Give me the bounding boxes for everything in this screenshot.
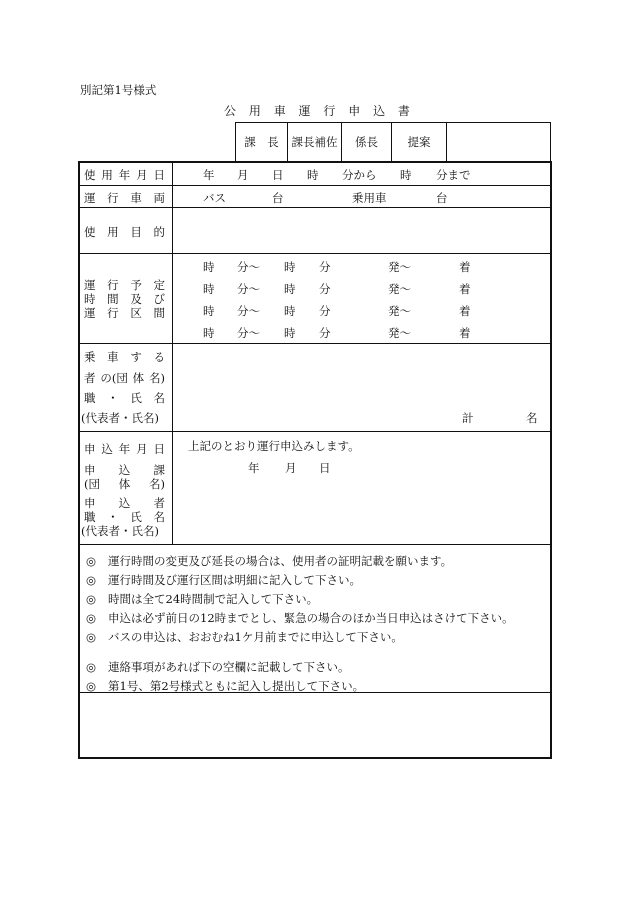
remarks-field[interactable] [80,694,550,756]
label-schedule-1: 運 行 予 定 [84,278,165,292]
note-bullet-icon: ◎ [86,592,97,606]
schedule-minute-end: 分 [319,326,331,340]
label-passengers-3: 職 ・ 氏 名 [84,391,165,405]
approval-section-chief: 課 長 [244,135,279,149]
label-vehicle: 運 行 車 両 [84,191,165,205]
schedule-hour-end: 時 [284,260,296,274]
note-bullet-icon: ◎ [86,554,97,568]
label-purpose: 使 用 目 的 [84,225,165,239]
note-3: ◎ 時間は全て24時間制で記入して下さい。 [86,592,319,606]
date-month[interactable]: 月 [237,168,249,182]
applicant-month[interactable]: 月 [285,461,297,475]
note-bullet-icon: ◎ [86,630,97,644]
note-7: ◎ 第1号、第2号様式ともに記入し提出して下さい。 [86,679,365,693]
schedule-arrival: 着 [459,260,471,274]
schedule-minute-start: 分～ [237,282,260,296]
passengers-total-unit: 名 [526,411,538,425]
schedule-hour-end: 時 [284,282,296,296]
form-number: 別記第1号様式 [80,83,157,97]
vehicle-bus: バス [203,191,226,205]
vehicle-car-count[interactable]: 台 [436,191,448,205]
note-bullet-icon: ◎ [86,611,97,625]
note-2: ◎ 運行時間及び運行区間は明細に記入して下さい。 [86,573,361,587]
schedule-hour-start: 時 [203,282,215,296]
note-1: ◎ 運行時間の変更及び延長の場合は、使用者の証明記載を願います。 [86,554,453,568]
note-bullet-icon: ◎ [86,679,97,693]
schedule-hour-start: 時 [203,304,215,318]
approval-deputy-chief: 課長補佐 [291,135,338,149]
schedule-hour-end: 時 [284,304,296,318]
schedule-hour-start: 時 [203,326,215,340]
label-applicant-group: (団 体 名) [84,477,165,491]
purpose-field[interactable] [174,209,549,252]
schedule-departure: 発～ [388,282,411,296]
schedule-departure: 発～ [388,304,411,318]
schedule-minute-end: 分 [319,304,331,318]
schedule-departure: 発～ [388,260,411,274]
vehicle-bus-count[interactable]: 台 [272,191,284,205]
schedule-minute-start: 分～ [237,260,260,274]
schedule-arrival: 着 [459,282,471,296]
note-5: ◎ バスの申込は、おおむね1ケ月前までに申込して下さい。 [86,630,403,644]
schedule-hour-end: 時 [284,326,296,340]
schedule-minute-end: 分 [319,260,331,274]
label-passengers-1: 乗 車 す る [84,350,165,364]
passengers-total-label: 計 [462,411,474,425]
schedule-minute-end: 分 [319,282,331,296]
label-applicant-representative: (代表者・氏名) [81,524,159,538]
vehicle-car: 乗用車 [352,191,387,205]
approval-proposal: 提案 [407,135,431,149]
date-minute-start[interactable]: 分から [342,168,377,182]
applicant-year[interactable]: 年 [248,461,260,475]
schedule-hour-start: 時 [203,260,215,274]
label-schedule-2: 時 間 及 び [84,292,165,306]
date-year[interactable]: 年 [203,168,215,182]
label-applicant-date: 申 込 年 月 日 [84,442,165,456]
label-applicant-title: 職 ・ 氏 名 [84,510,165,524]
label-schedule-3: 運 行 区 間 [84,306,165,320]
note-bullet-icon: ◎ [86,660,97,674]
date-minute-end[interactable]: 分まで [436,168,471,182]
schedule-departure: 発～ [388,326,411,340]
label-passengers-4: (代表者・氏名) [81,411,159,425]
note-4: ◎ 申込は必ず前日の12時までとし、緊急の場合のほか当日申込はさけて下さい。 [86,611,514,625]
date-hour-end[interactable]: 時 [400,168,412,182]
schedule-minute-start: 分～ [237,304,260,318]
date-day[interactable]: 日 [272,168,284,182]
schedule-arrival: 着 [459,304,471,318]
date-hour-start[interactable]: 時 [307,168,319,182]
label-applicant-section: 申 込 課 [84,463,165,477]
label-applicant-person: 申 込 者 [84,496,165,510]
form-title: 公 用 車 運 行 申 込 書 [224,104,410,118]
label-passengers-2: 者 の(団 体 名) [84,371,165,385]
applicant-statement: 上記のとおり運行申込みします。 [188,439,360,453]
schedule-minute-start: 分～ [237,326,260,340]
note-bullet-icon: ◎ [86,573,97,587]
applicant-day[interactable]: 日 [319,461,331,475]
approval-subsection-chief: 係長 [355,135,378,149]
label-usage-date: 使 用 年 月 日 [84,168,165,182]
note-6: ◎ 連絡事項があれば下の空欄に記載して下さい。 [86,660,350,674]
schedule-arrival: 着 [459,326,471,340]
